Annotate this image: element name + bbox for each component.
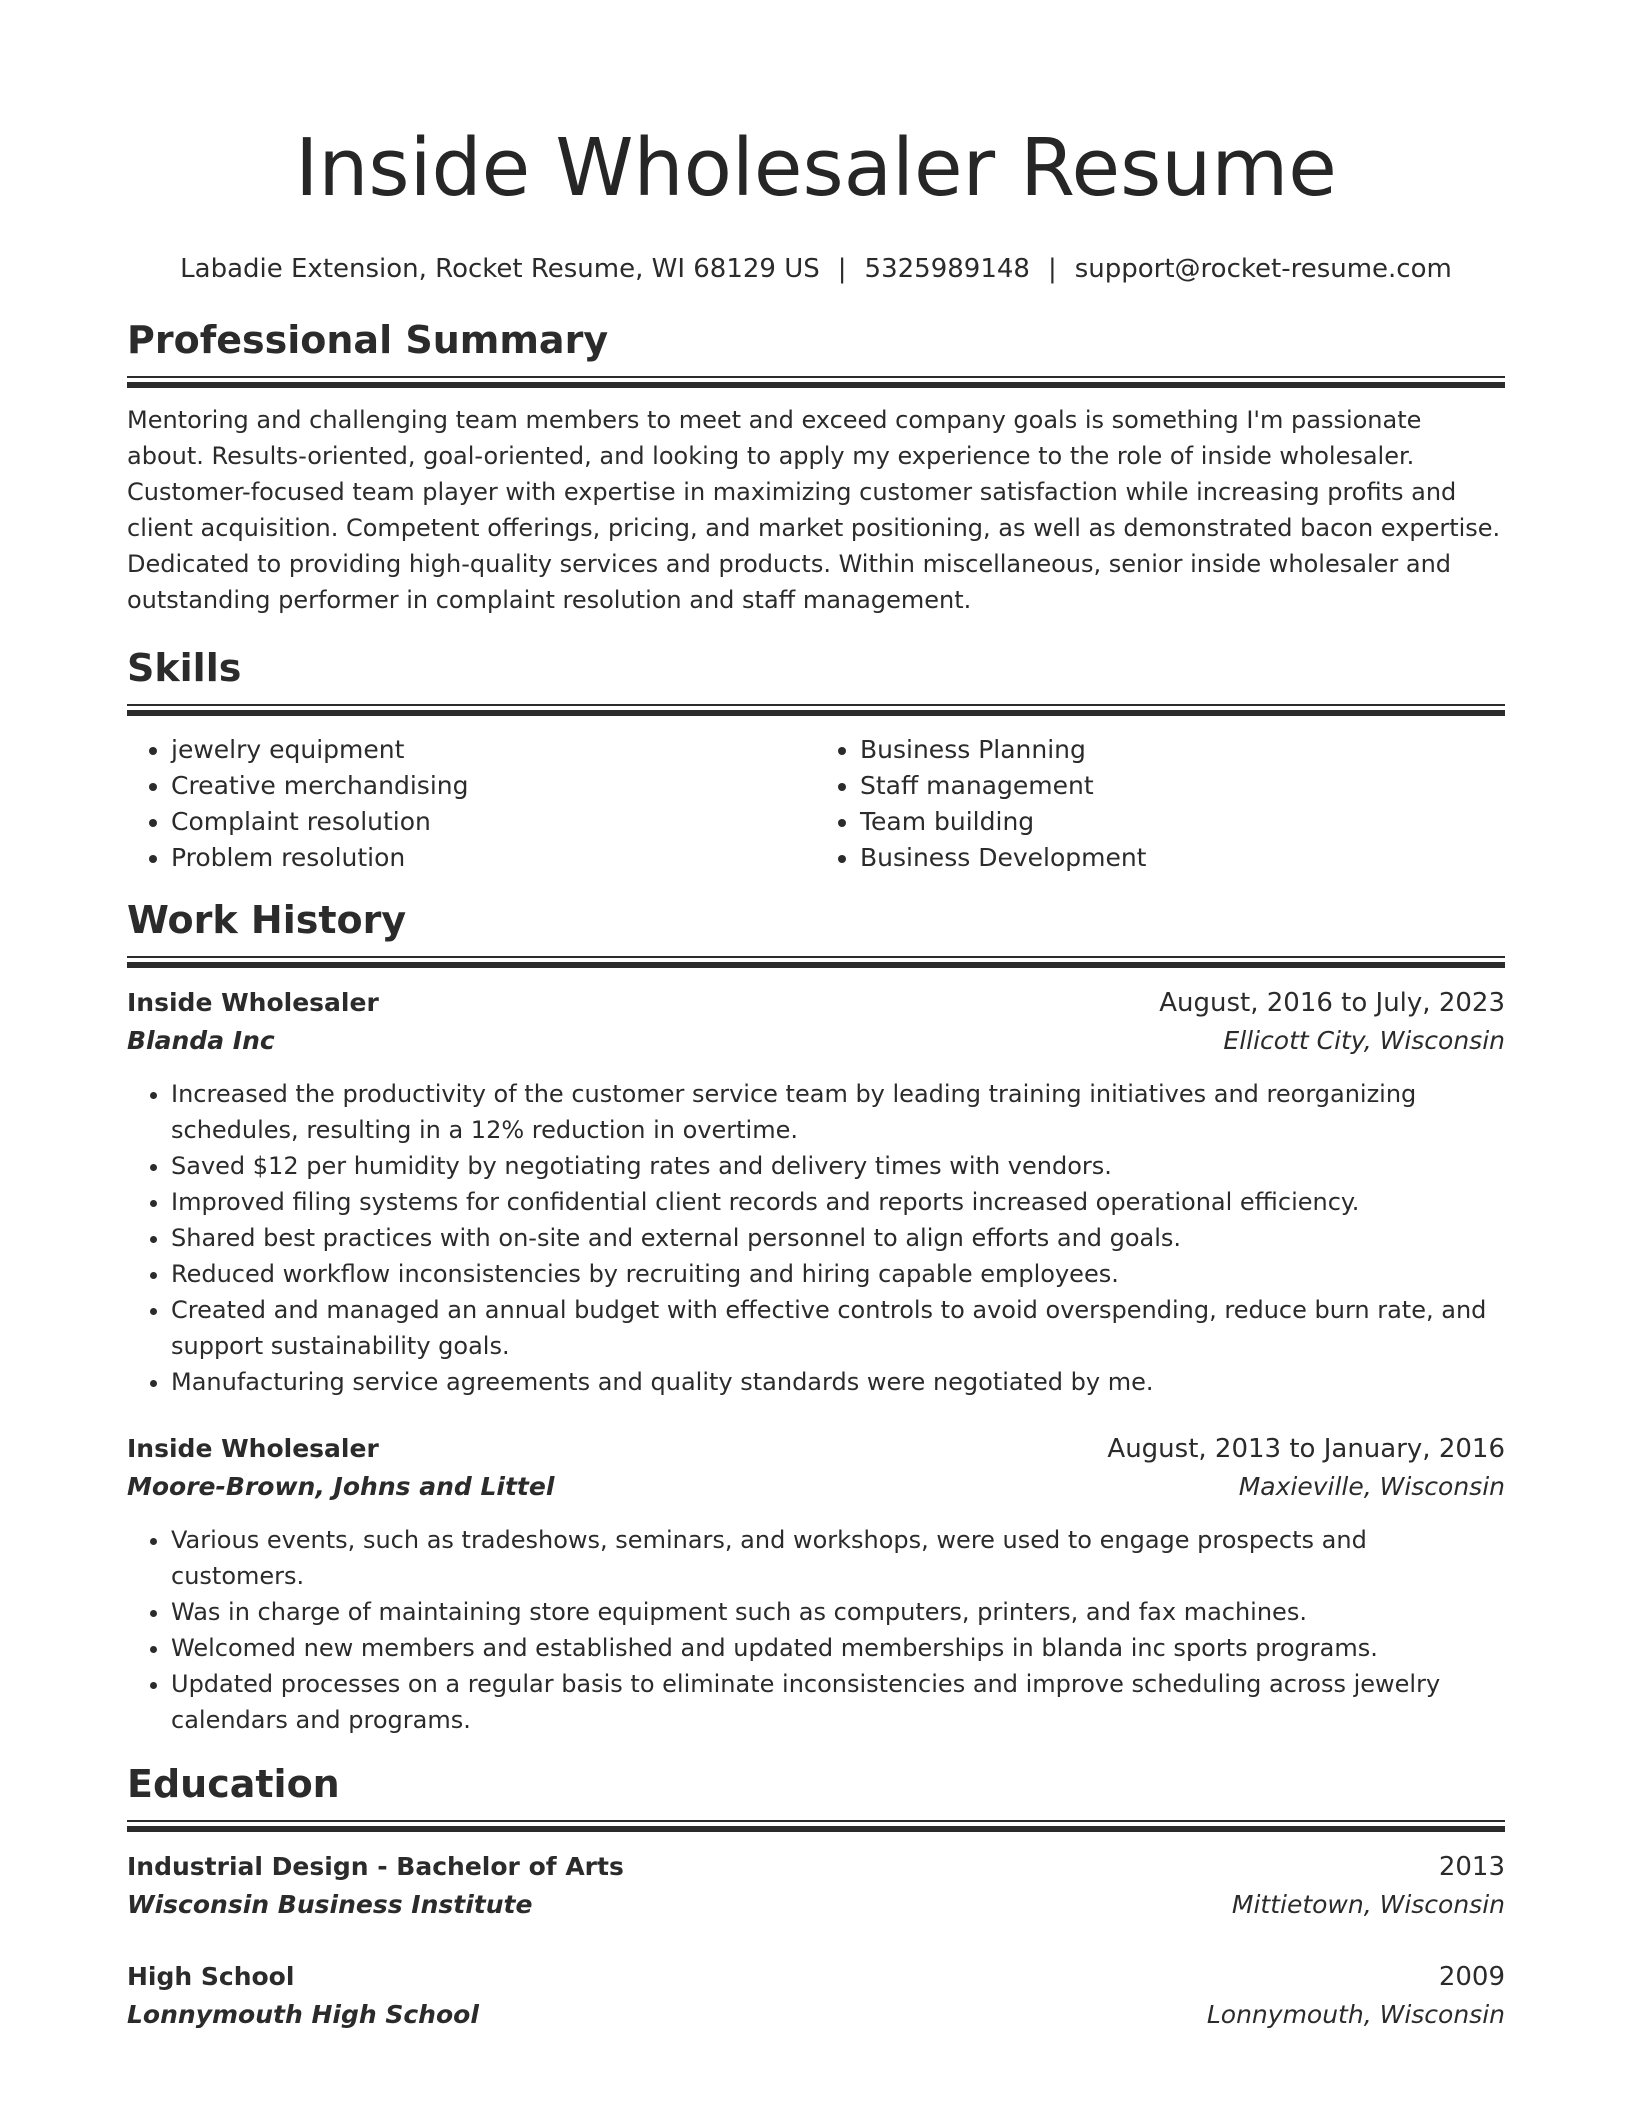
contact-phone: 5325989148 <box>864 254 1030 284</box>
education-entry <box>127 1958 1505 2034</box>
skill-item: • Problem resolution <box>171 840 816 876</box>
section-title-education: Education <box>127 1762 340 1806</box>
education-header-row <box>127 1958 1505 1996</box>
job-title: Inside Wholesaler <box>127 988 379 1017</box>
summary-text: Mentoring and challenging team members to meet and exceed company goals is something I'm passionate about. Results-oriented, goal-oriented, and looking to apply my experience to the role of inside wholesaler. Customer-focused team player with expertise in maximizing customer satisfaction while increasing profits and client acquisition. Competent offerings, pricing, and market positioning, as well as demonstrated bacon expertise. Dedicated to providing high-quality services and products. Within miscellaneous, senior inside wholesaler and outstanding performer in complaint resolution and staff management. <box>127 406 1501 614</box>
job-bullet: • Was in charge of maintaining store equipment such as computers, printers, and fax machines. <box>171 1594 1505 1630</box>
job-bullet: • Manufacturing service agreements and quality standards were negotiated by me. <box>171 1364 1505 1400</box>
job-bullet: • Welcomed new members and established and updated memberships in blanda inc sports programs. <box>171 1630 1505 1666</box>
job-dates: August, 2016 to July, 2023 <box>1159 988 1505 1018</box>
job-title: Inside Wholesaler <box>127 1434 379 1463</box>
contact-separator: | <box>837 254 847 284</box>
section-divider <box>127 704 1505 716</box>
contact-line <box>127 252 1505 286</box>
job-header-row <box>127 984 1505 1022</box>
job-company-row <box>127 1468 1505 1506</box>
education-year: 2009 <box>1438 1962 1505 1992</box>
section-divider <box>127 956 1505 968</box>
section-divider <box>127 1820 1505 1832</box>
skill-item: • Team building <box>860 804 1505 840</box>
job-bullet: • Improved filing systems for confidential client records and reports increased operational efficiency. <box>171 1184 1505 1220</box>
job-bullet: • Reduced workflow inconsistencies by recruiting and hiring capable employees. <box>171 1256 1505 1292</box>
education-school-row <box>127 1996 1505 2034</box>
education-degree: High School <box>127 1962 295 1991</box>
skills-section <box>127 644 1505 876</box>
contact-separator: | <box>1047 254 1057 284</box>
section-divider <box>127 376 1505 388</box>
education-school-row <box>127 1886 1505 1924</box>
job-bullet: • Updated processes on a regular basis to eliminate inconsistencies and improve scheduling across jewelry calendars and programs. <box>171 1666 1505 1738</box>
job-company: Blanda Inc <box>127 1026 275 1055</box>
job-entry <box>127 984 1505 1400</box>
job-bullet: • Saved $12 per humidity by negotiating rates and delivery times with vendors. <box>171 1148 1505 1184</box>
skills-column-left <box>127 732 816 876</box>
work-section <box>127 896 1505 1738</box>
job-bullets <box>127 1076 1505 1400</box>
job-bullet: • Various events, such as tradeshows, seminars, and workshops, were used to engage prospects and customers. <box>171 1522 1505 1594</box>
education-section <box>127 1760 1505 2034</box>
section-title-work: Work History <box>127 898 407 942</box>
job-bullet: • Increased the productivity of the customer service team by leading training initiatives and reorganizing schedules, resulting in a 12% reduction in overtime. <box>171 1076 1505 1148</box>
job-location: Ellicott City, Wisconsin <box>1223 1026 1505 1055</box>
education-school: Lonnymouth High School <box>127 2000 479 2029</box>
job-company: Moore-Brown, Johns and Littel <box>127 1472 555 1501</box>
skills-list <box>127 732 1505 876</box>
contact-address: Labadie Extension, Rocket Resume, WI 68129 US <box>180 254 820 284</box>
job-company-row <box>127 1022 1505 1060</box>
resume-name: Inside Wholesaler Resume <box>295 122 1337 214</box>
job-dates: August, 2013 to January, 2016 <box>1107 1434 1505 1464</box>
job-entry <box>127 1430 1505 1738</box>
skill-item: • Creative merchandising <box>171 768 816 804</box>
summary-section <box>127 316 1505 618</box>
education-header-row <box>127 1848 1505 1886</box>
job-header-row <box>127 1430 1505 1468</box>
skill-item: • jewelry equipment <box>171 732 816 768</box>
skills-column-right <box>816 732 1505 876</box>
skill-item: • Business Development <box>860 840 1505 876</box>
job-bullets <box>127 1522 1505 1738</box>
education-location: Mittietown, Wisconsin <box>1231 1890 1505 1919</box>
section-title-skills: Skills <box>127 646 242 690</box>
education-location: Lonnymouth, Wisconsin <box>1206 2000 1505 2029</box>
skill-item: • Staff management <box>860 768 1505 804</box>
contact-email: support@rocket-resume.com <box>1074 254 1452 284</box>
education-school: Wisconsin Business Institute <box>127 1890 533 1919</box>
job-location: Maxieville, Wisconsin <box>1238 1472 1505 1501</box>
section-title-summary: Professional Summary <box>127 318 609 362</box>
job-bullet: • Shared best practices with on-site and external personnel to align efforts and goals. <box>171 1220 1505 1256</box>
job-bullet: • Created and managed an annual budget with effective controls to avoid overspending, reduce burn rate, and support sustainability goals. <box>171 1292 1505 1364</box>
education-entry <box>127 1848 1505 1924</box>
education-year: 2013 <box>1438 1852 1505 1882</box>
education-degree: Industrial Design - Bachelor of Arts <box>127 1852 624 1881</box>
skill-item: • Complaint resolution <box>171 804 816 840</box>
skill-item: • Business Planning <box>860 732 1505 768</box>
